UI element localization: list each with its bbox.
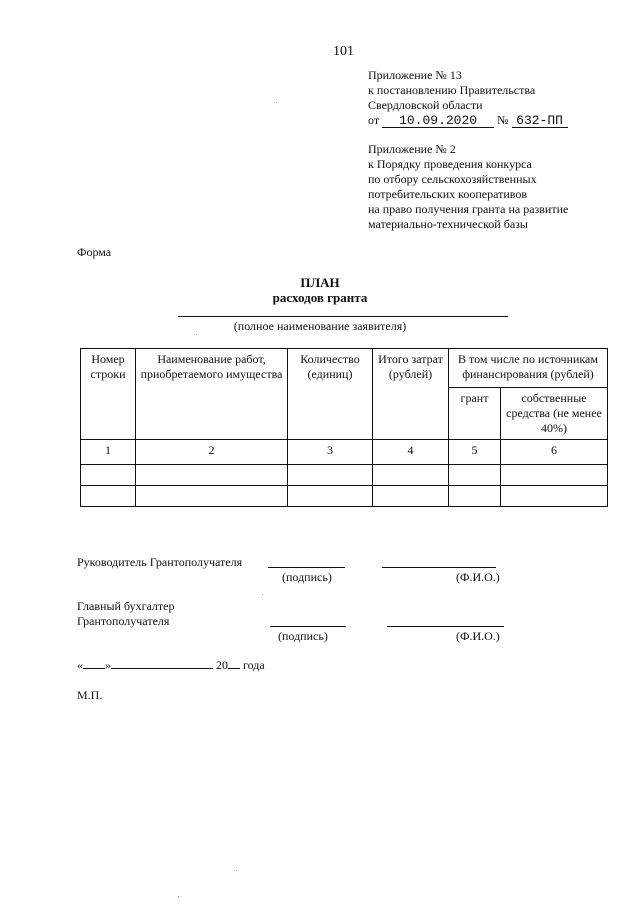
table-cell: [81, 465, 136, 486]
table-cell: [373, 486, 449, 507]
head-label: Руководитель Грантополучателя: [77, 555, 243, 569]
month-blank: [111, 668, 213, 669]
appendix-13-date-line: [368, 113, 568, 128]
applicant-caption: (полное наименование заявителя): [233, 319, 407, 333]
appendix-13-block: [368, 68, 568, 128]
head-signature-caption: (подпись): [282, 570, 332, 584]
expense-plan-table: [80, 348, 608, 507]
scan-speck: [196, 334, 197, 335]
accountant-signature-line: [270, 626, 346, 627]
date-open-quote: «: [77, 658, 83, 672]
appendix-2-line: Приложение № 2: [368, 142, 456, 156]
table-cell: [136, 465, 288, 486]
appendix-13-line2: к постановлению Правительства: [368, 83, 536, 97]
header-grant: грант: [449, 388, 501, 440]
table-cell: [449, 486, 501, 507]
stamp-label: М.П.: [77, 688, 103, 702]
appendix-2-line: к Порядку проведения конкурса: [368, 157, 532, 171]
resolution-number: 632-ПП: [512, 114, 568, 128]
column-number: 2: [136, 440, 288, 465]
scan-speck: [236, 870, 237, 871]
applicant-name-line: [178, 316, 508, 317]
accountant-label-line1: Главный бухгалтер: [77, 599, 175, 613]
day-blank: [83, 668, 105, 669]
document-subtitle: расходов гранта: [272, 290, 368, 305]
resolution-date: 10.09.2020: [382, 114, 494, 128]
accountant-label-line2: Грантополучателя: [77, 614, 170, 628]
header-name: Наименование работ, приобретаемого имущества: [136, 349, 288, 440]
appendix-2-line: потребительских кооперативов: [368, 187, 528, 201]
header-row-number: Номер строки: [81, 349, 136, 440]
year-blank: [228, 668, 240, 669]
document-title: ПЛАН: [300, 275, 340, 290]
table-row: [81, 440, 608, 465]
scan-speck: [262, 594, 263, 595]
column-number: 3: [288, 440, 373, 465]
column-number: 6: [501, 440, 608, 465]
year-suffix: года: [243, 658, 265, 672]
appendix-13-line3: Свердловской области: [368, 98, 483, 112]
page-number: 101: [333, 44, 354, 59]
header-quantity: Количество (единиц): [288, 349, 373, 440]
scan-speck: [178, 896, 179, 897]
header-sources: В том числе по источникам финансирования (рублей): [449, 349, 608, 388]
column-number: 4: [373, 440, 449, 465]
table-cell: [501, 465, 608, 486]
table-cell: [373, 465, 449, 486]
head-fio-caption: (Ф.И.О.): [456, 570, 500, 584]
head-fio-line: [382, 567, 496, 568]
accountant-fio-caption: (Ф.И.О.): [456, 629, 500, 643]
appendix-2-line: по отбору сельскохозяйственных: [368, 172, 537, 186]
date-line: [77, 658, 265, 673]
date-close-quote: »: [105, 658, 111, 672]
column-number: 1: [81, 440, 136, 465]
table-cell: [288, 486, 373, 507]
year-prefix: 20: [216, 658, 228, 672]
table-row: [81, 465, 608, 486]
table-row: [81, 486, 608, 507]
form-label: Форма: [77, 245, 112, 259]
column-number: 5: [449, 440, 501, 465]
header-total: Итого затрат (рублей): [373, 349, 449, 440]
accountant-fio-line: [387, 626, 504, 627]
appendix-2-line: материально-технической базы: [368, 217, 528, 231]
appendix-2-block: [368, 142, 568, 232]
number-sign: №: [497, 113, 509, 127]
table-cell: [81, 486, 136, 507]
scan-speck: [276, 102, 277, 103]
table-cell: [501, 486, 608, 507]
header-own-funds: собственные средства (не менее 40%): [501, 388, 608, 440]
appendix-2-line: на право получения гранта на развитие: [368, 202, 569, 216]
table-header-row: [81, 349, 608, 388]
accountant-signature-caption: (подпись): [278, 629, 328, 643]
table-cell: [449, 465, 501, 486]
table-cell: [136, 486, 288, 507]
head-signature-line: [268, 567, 345, 568]
table-cell: [288, 465, 373, 486]
appendix-13-line1: Приложение № 13: [368, 68, 462, 82]
date-prefix: от: [368, 113, 380, 127]
